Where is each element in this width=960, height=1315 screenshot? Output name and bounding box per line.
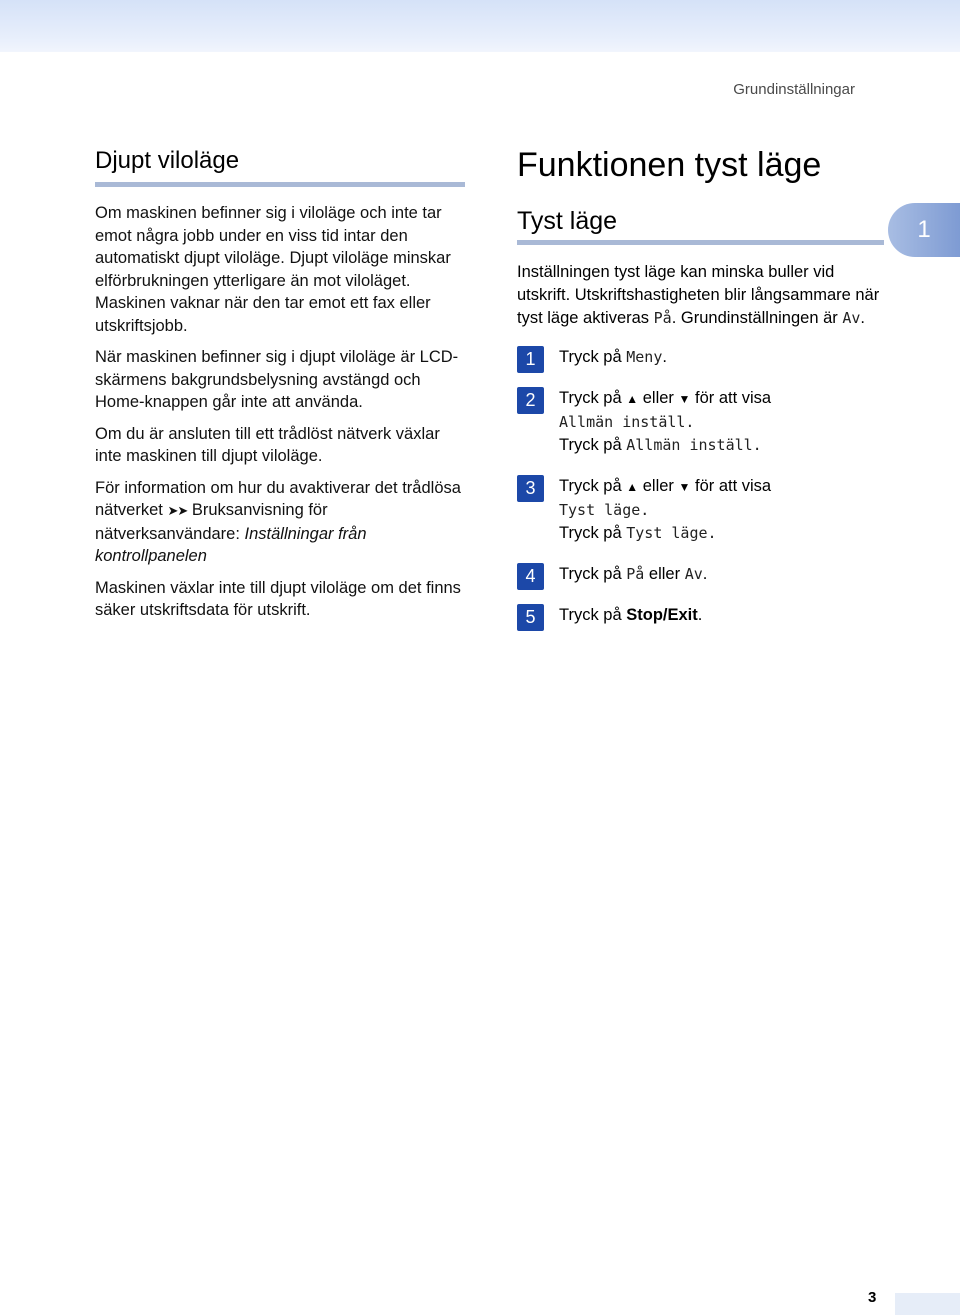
- lcd-text: Allmän inställ.: [559, 413, 695, 431]
- up-arrow-icon: ▲: [626, 392, 639, 406]
- step-item: 3 Tryck på ▲ eller ▼ för att visa Tyst läge. Tryck på Tyst läge.: [517, 475, 889, 545]
- right-column: [517, 145, 889, 645]
- paragraph: Maskinen växlar inte till djupt viloläge om det finns säker utskriftsdata för utskrift.: [95, 578, 461, 619]
- step-list: [517, 346, 889, 627]
- down-arrow-icon: ▼: [678, 392, 691, 406]
- lcd-text: Av: [842, 309, 861, 327]
- page-number-tab: [895, 1293, 960, 1315]
- lcd-text: Allmän inställ.: [626, 436, 762, 454]
- chapter-tab: 1: [888, 203, 960, 257]
- paragraph: Om maskinen befinner sig i viloläge och inte tar emot några jobb under en viss tid intar den automatiskt djupt viloläge. Djupt viloläge minskar elförbrukningen ytterligare än mot viloläget. Maskinen vaknar när den tar emot ett fax eller utskriftsjobb.: [95, 204, 451, 335]
- top-header-band: [0, 0, 960, 52]
- page-number: 3: [868, 1289, 877, 1306]
- intro-paragraph: Inställningen tyst läge kan minska buller vid utskrift. Utskriftshastigheten blir långsammare när tyst läge aktiveras På. Grundinställningen är Av.: [517, 263, 880, 327]
- lcd-text: Tyst läge.: [559, 501, 650, 519]
- up-arrow-icon: ▲: [626, 480, 639, 494]
- lcd-text: På: [653, 309, 672, 327]
- reference-text: För information om hur du avaktiverar det trådlösa nätverket: [95, 478, 461, 519]
- lcd-text: Av: [684, 565, 703, 583]
- step-number-badge: 2: [517, 387, 544, 414]
- button-name: Stop/Exit: [626, 606, 698, 624]
- step-number-badge: 3: [517, 475, 544, 502]
- guide-section: Inställningar från kontrollpanelen: [95, 524, 367, 565]
- lcd-text: På: [626, 565, 645, 583]
- guide-name: Bruksanvisning för nätverksanvändare:: [95, 501, 328, 543]
- paragraph: Om du är ansluten till ett trådlöst nätverk växlar inte maskinen till djupt viloläge.: [95, 424, 440, 465]
- left-column: [95, 145, 467, 622]
- down-arrow-icon: ▼: [678, 480, 691, 494]
- section-heading-deep-sleep: Djupt viloläge: [95, 145, 465, 187]
- chapter-heading-quiet-mode: Funktionen tyst läge: [517, 146, 822, 184]
- step-item: 1 Tryck på Meny.: [517, 346, 889, 369]
- step-item: 2 Tryck på ▲ eller ▼ för att visa Allmän inställ. Tryck på Allmän inställ.: [517, 387, 889, 457]
- step-number-badge: 1: [517, 346, 544, 373]
- paragraph: När maskinen befinner sig i djupt viloläge är LCD-skärmens bakgrundsbelysning avstängd och Home-knappen går inte att använda.: [95, 348, 459, 411]
- double-arrow-icon: ➤➤: [167, 503, 188, 518]
- paragraph-reference: [95, 477, 467, 568]
- section-heading-quiet-mode: Tyst läge: [517, 205, 884, 245]
- step-item: 5 Tryck på Stop/Exit.: [517, 604, 889, 627]
- step-item: 4 Tryck på På eller Av.: [517, 563, 889, 586]
- step-number-badge: 5: [517, 604, 544, 631]
- running-header: Grundinställningar: [733, 81, 855, 98]
- lcd-text: Tyst läge.: [626, 524, 717, 542]
- step-number-badge: 4: [517, 563, 544, 590]
- lcd-text: Meny: [626, 348, 663, 366]
